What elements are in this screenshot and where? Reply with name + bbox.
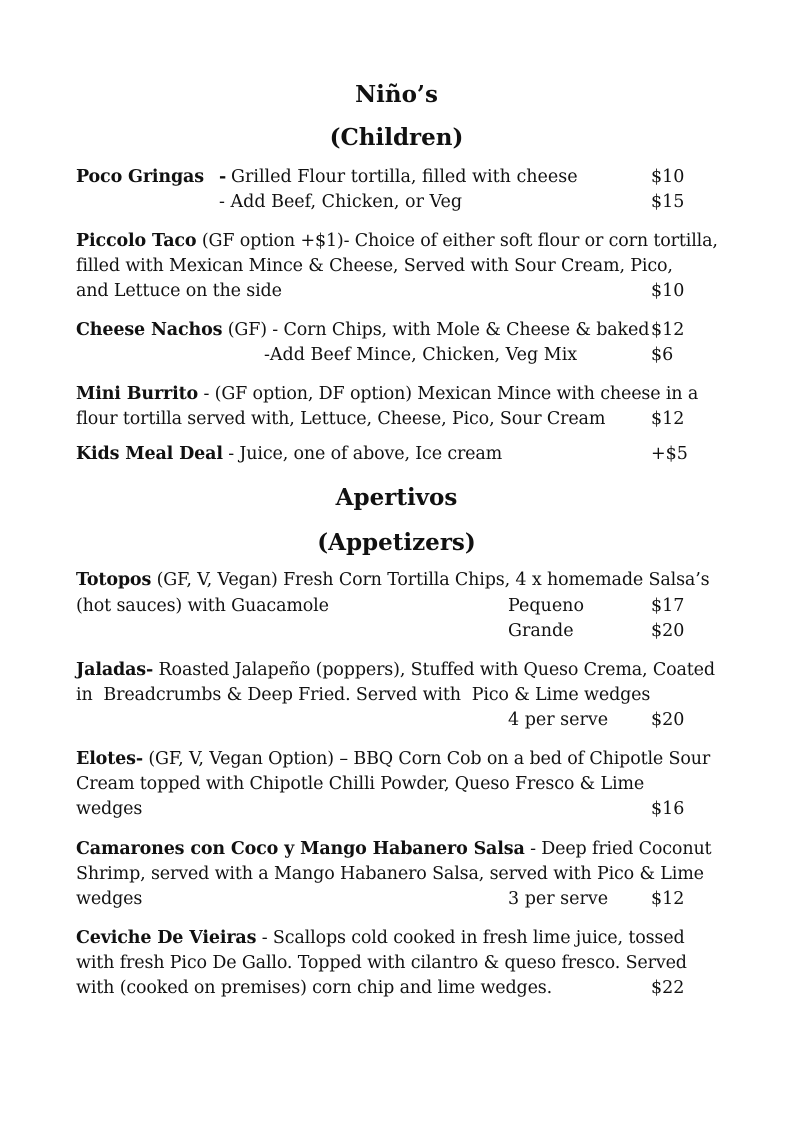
item-name: Cheese Nachos [76, 320, 223, 340]
item-addon: -Add Beef Mince, Chicken, Veg Mix [264, 345, 578, 365]
item-description-line: with (cooked on premises) corn chip and lime wedges. [76, 978, 553, 998]
item-description-line: flour tortilla served with, Lettuce, Cheese, Pico, Sour Cream [76, 409, 606, 429]
item-name: Poco Gringas [76, 167, 204, 187]
item-description: (GF, V, Vegan Option) – BBQ Corn Cob on a bed of Chipotle Sour [148, 749, 711, 769]
item-price: $20 [651, 710, 685, 730]
item-description-line: with fresh Pico De Gallo. Topped with cilantro & queso fresco. Served [76, 953, 687, 973]
item-dash: - [219, 167, 227, 187]
item-price: $10 [651, 167, 685, 187]
item-price: $20 [651, 621, 685, 641]
item-description: (GF) - Corn Chips, with Mole & Cheese & baked [227, 320, 650, 340]
item-description: - (GF option, DF option) Mexican Mince with cheese in a [203, 384, 699, 404]
item-price: $17 [651, 596, 685, 616]
item-addon-price: $6 [651, 345, 674, 365]
item-description: - Scallops cold cooked in fresh lime juice, tossed [261, 928, 685, 948]
item-description: Grilled Flour tortilla, filled with cheese [231, 167, 578, 187]
item-description: (GF option +$1)- Choice of either soft flour or corn tortilla, [201, 231, 718, 251]
item-name: Totopos [76, 570, 152, 590]
item-name: Jaladas- [76, 660, 154, 680]
item-description-line: Cream topped with Chipotle Chilli Powder, Queso Fresco & Lime [76, 774, 645, 794]
item-size: 4 per serve [508, 710, 609, 730]
item-description-line: in Breadcrumbs & Deep Fried. Served with Pico & Lime wedges [76, 685, 651, 705]
item-price: $22 [651, 978, 685, 998]
item-description-line: filled with Mexican Mince & Cheese, Served with Sour Cream, Pico, [76, 256, 673, 276]
item-name: Kids Meal Deal [76, 444, 223, 464]
item-price: $12 [651, 889, 685, 909]
item-price: $12 [651, 320, 685, 340]
item-price: $12 [651, 409, 685, 429]
item-name: Mini Burrito [76, 384, 199, 404]
kids-section-subtitle: (Children) [329, 124, 464, 151]
item-price: $16 [651, 799, 685, 819]
item-name: Piccolo Taco [76, 231, 197, 251]
item-description-line: Shrimp, served with a Mango Habanero Salsa, served with Pico & Lime [76, 864, 704, 884]
item-description: (GF, V, Vegan) Fresh Corn Tortilla Chips, 4 x homemade Salsa’s [156, 570, 710, 590]
item-name: Elotes- [76, 749, 143, 769]
item-description-line: wedges [76, 889, 143, 909]
item-name: Ceviche De Vieiras [76, 928, 257, 948]
item-size: 3 per serve [508, 889, 609, 909]
item-description: - Deep fried Coconut [530, 839, 712, 859]
item-description: - Juice, one of above, Ice cream [228, 444, 503, 464]
item-price: $10 [651, 281, 685, 301]
appetizers-section-title: Apertivos [335, 484, 458, 511]
item-description-line: and Lettuce on the side [76, 281, 282, 301]
item-price: +$5 [651, 444, 688, 464]
kids-section-title: Niño’s [355, 81, 438, 108]
item-size: Pequeno [508, 596, 584, 616]
item-description-line: (hot sauces) with Guacamole [76, 596, 329, 616]
item-addon: - Add Beef, Chicken, or Veg [219, 192, 463, 212]
item-description-line: wedges [76, 799, 143, 819]
item-addon-price: $15 [651, 192, 685, 212]
appetizers-section-subtitle: (Appetizers) [317, 529, 476, 556]
item-name: Camarones con Coco y Mango Habanero Salsa [76, 839, 525, 859]
item-description: Roasted Jalapeño (poppers), Stuffed with Queso Crema, Coated [158, 660, 715, 680]
item-size: Grande [508, 621, 574, 641]
